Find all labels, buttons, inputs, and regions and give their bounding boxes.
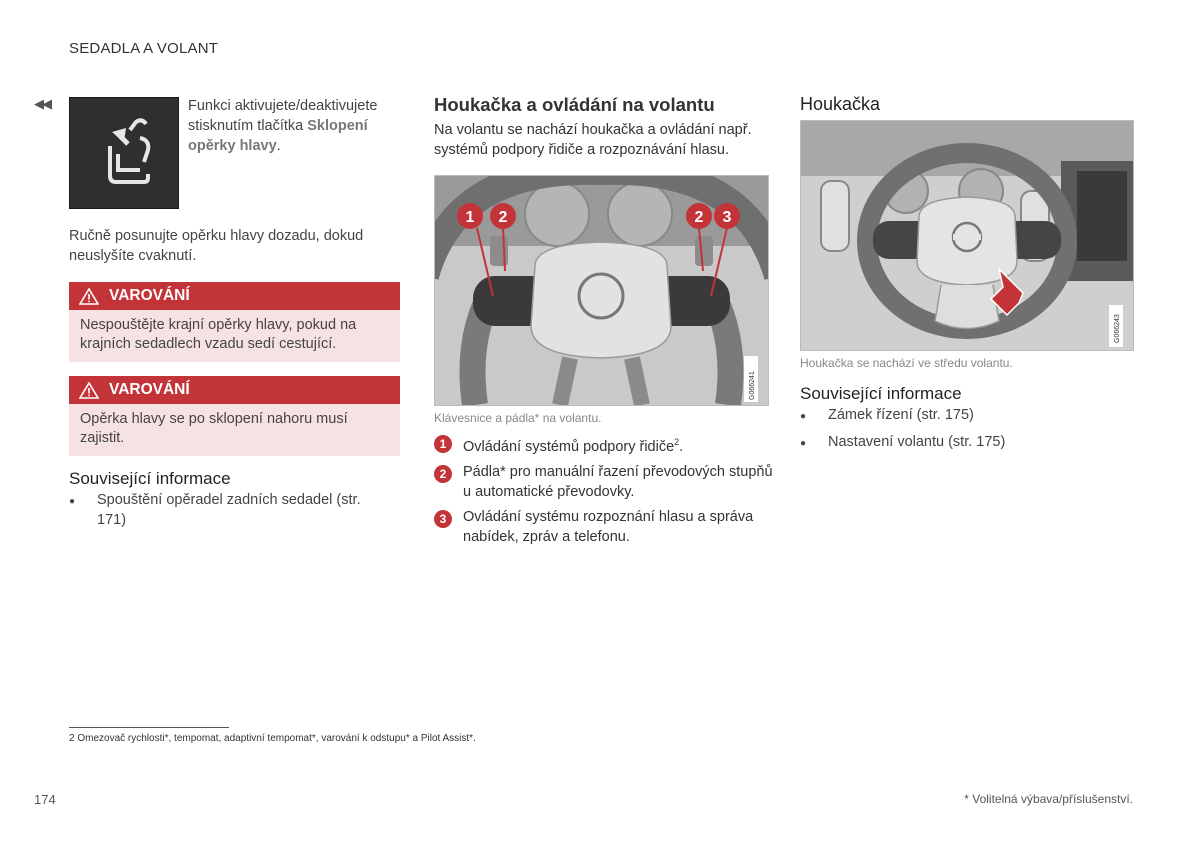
list-item	[434, 507, 774, 547]
horn-image	[800, 120, 1134, 351]
item-text	[463, 432, 683, 457]
item-text: Ovládání systému rozpoznání hlasu a správa nabídek, zpráv a telefonu.	[463, 508, 754, 545]
rewind-icon[interactable]: ◀◀	[34, 96, 50, 111]
intro-text-main: Funkci aktivujete/deaktivujete stisknutím tlačítka	[188, 98, 378, 134]
related-link[interactable]: Spouštění opěradel zadních sedadel (str. 171)	[97, 492, 361, 528]
callout-list	[434, 432, 774, 552]
warning-header	[69, 376, 400, 404]
related-list	[69, 490, 369, 530]
footer-note: * Volitelná výbava/příslušenství.	[964, 792, 1133, 806]
page-number: 174	[34, 792, 56, 807]
bullet-icon: ●	[800, 438, 807, 449]
bullet-icon: ●	[69, 496, 76, 507]
bullet-icon: ●	[800, 411, 807, 422]
callout-2: 2	[498, 209, 508, 226]
list-item[interactable]	[800, 405, 1120, 427]
number-badge: 2	[434, 465, 452, 483]
warning-title: VAROVÁNÍ	[109, 381, 190, 398]
footnote-divider	[69, 727, 229, 728]
image-code: G066241	[749, 371, 756, 400]
warning-text: Nespouštějte krajní opěrky hlavy, pokud na krajních sedadlech vzadu sedí cestující.	[69, 310, 400, 362]
list-item	[434, 432, 774, 457]
warning-triangle-icon	[79, 288, 99, 305]
callout-1: 1	[465, 209, 475, 226]
intro-text-end: .	[276, 138, 281, 154]
manual-instruction: Ručně posunujte opěrku hlavy dozadu, dokud neuslyšíte cvaknutí.	[69, 228, 364, 264]
warning-title: VAROVÁNÍ	[109, 287, 190, 304]
callout-2b: 2	[694, 209, 704, 226]
related-info-title: Související informace	[800, 384, 962, 403]
item-text-main: Ovládání systémů podpory řidiče	[463, 438, 675, 455]
number-badge: 1	[434, 435, 452, 453]
horn-heading: Houkačka	[800, 94, 881, 114]
warning-text: Opěrka hlavy se po sklopení nahoru musí zajistit.	[69, 404, 400, 456]
headrest-fold-button-image	[69, 97, 179, 209]
warning-header	[69, 282, 400, 310]
item-text: Pádla* pro manuální řazení převodových stupňů u automatické převodovky.	[463, 463, 773, 500]
horn-caption: Houkačka se nachází ve středu volantu.	[800, 356, 1013, 370]
list-item	[434, 462, 774, 502]
section-header: SEDADLA A VOLANT	[69, 40, 219, 57]
footnote-ref[interactable]: 2	[674, 437, 680, 447]
steering-wheel-image	[434, 175, 769, 406]
warning-box-2	[69, 376, 400, 456]
intro-paragraph: Na volantu se nachází houkačka a ovládání např. systémů podpory řidiče a rozpoznávání hlasu.	[434, 122, 752, 158]
number-badge: 3	[434, 510, 452, 528]
list-item[interactable]	[69, 490, 369, 530]
page-title: Houkačka a ovládání na volantu	[434, 94, 715, 115]
related-link[interactable]: Zámek řízení (str. 175)	[828, 407, 974, 423]
warning-box-1	[69, 282, 400, 362]
footnote: 2 Omezovač rychlosti*, tempomat, adaptivní tempomat*, varování k odstupu* a Pilot Assist*.	[69, 733, 476, 744]
related-info-title: Související informace	[69, 469, 231, 488]
headrest-fold-icon	[70, 98, 178, 208]
intro-text	[188, 96, 398, 156]
callout-3: 3	[722, 209, 732, 226]
item-text-end: .	[679, 438, 684, 455]
image-code: G066243	[1114, 314, 1121, 343]
list-item[interactable]	[800, 432, 1120, 454]
intro-text-bold: Sklopení opěrky hlavy	[188, 118, 368, 154]
related-list	[800, 405, 1120, 454]
related-link[interactable]: Nastavení volantu (str. 175)	[828, 434, 1006, 450]
image-caption: Klávesnice a pádla* na volantu.	[434, 411, 602, 425]
warning-triangle-icon	[79, 382, 99, 399]
